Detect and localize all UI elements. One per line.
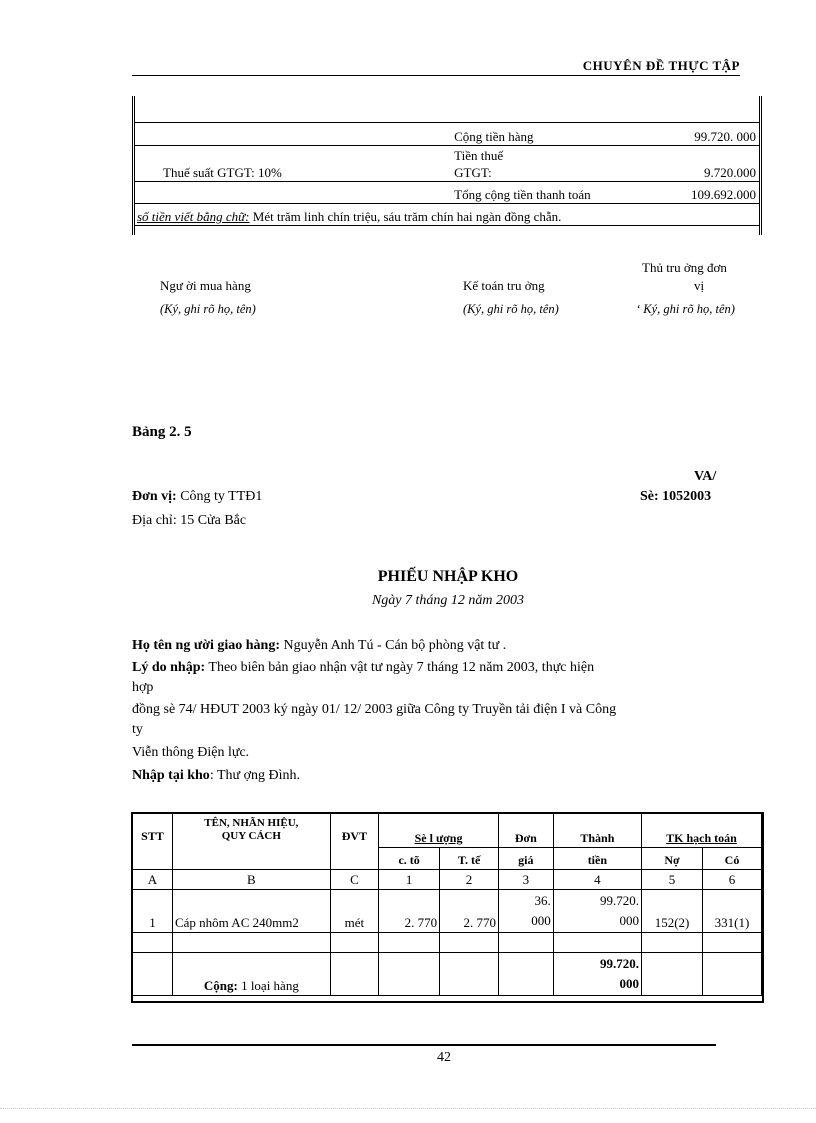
unit-value: Công ty TTĐ1 bbox=[176, 489, 263, 504]
row-debit: 152(2) bbox=[642, 890, 703, 933]
row-amount-line1: 99.720. bbox=[600, 893, 640, 908]
header-qty-doc: c. tõ bbox=[379, 848, 440, 870]
total-row bbox=[133, 953, 762, 996]
code-cell: 5 bbox=[642, 870, 703, 890]
row-price-line1: 36. bbox=[534, 893, 551, 908]
address: Địa chỉ: 15 Cửa Bắc bbox=[132, 513, 247, 528]
header-name-line2: QUY CÁCH bbox=[221, 830, 281, 842]
row-price-line2: 000 bbox=[531, 913, 551, 928]
code-cell: A bbox=[133, 870, 173, 890]
deliverer-value: Nguyễn Anh Tú - Cán bộ phòng vật tư . bbox=[280, 638, 507, 653]
row-name: Cáp nhôm AC 240mm2 bbox=[172, 890, 330, 933]
code-cell: 2 bbox=[440, 870, 499, 890]
table-label: Bảng 2. 5 bbox=[132, 424, 192, 440]
row-stt: 1 bbox=[133, 890, 173, 933]
form-code: VA/ bbox=[694, 469, 717, 484]
amount-in-words-value: Mét trăm linh chín triệu, sáu trăm chín hai ngàn đồng chẵn. bbox=[249, 208, 562, 224]
header-price-line1: Đơn bbox=[499, 813, 554, 848]
subtotal-value: 99.720. 000 bbox=[642, 122, 760, 145]
reason-line3: đồng sè 74/ HĐUT 2003 ký ngày 01/ 12/ 2003 giữa Công ty Truyền tải điện I và Công bbox=[132, 702, 617, 717]
warehouse-label: Nhập tại kho bbox=[132, 768, 210, 783]
page-number: 42 bbox=[437, 1050, 451, 1065]
form-title: PHIẾU NHẬP KHO bbox=[377, 568, 519, 585]
deliverer-label: Họ tên ng ười giao hàng: bbox=[132, 638, 281, 653]
code-cell: 4 bbox=[553, 870, 641, 890]
row-unit: mét bbox=[330, 890, 378, 933]
total-value: 109.692.000 bbox=[642, 181, 760, 203]
head-title-line2: vị bbox=[694, 278, 705, 293]
receipt-table bbox=[132, 812, 762, 996]
row-qty-doc: 2. 770 bbox=[379, 890, 440, 933]
accountant-title: Kế toán tru ởng bbox=[463, 278, 545, 293]
page-edge bbox=[0, 1108, 816, 1109]
code-row bbox=[133, 870, 762, 890]
amount-in-words-label: số tiền viết bằng chữ: bbox=[137, 208, 250, 224]
header-stt: STT bbox=[133, 813, 173, 870]
total-label: Tổng cộng tiền thanh toán bbox=[451, 181, 642, 203]
row-credit: 331(1) bbox=[703, 890, 762, 933]
reason-line5: Viễn thông Điện lực. bbox=[132, 745, 250, 760]
reason-line4: ty bbox=[132, 722, 143, 737]
code-cell: 1 bbox=[379, 870, 440, 890]
warehouse-value: : Thư ợng Đình. bbox=[209, 768, 300, 783]
code-cell: B bbox=[172, 870, 330, 890]
vat-value: 9.720.000 bbox=[642, 145, 760, 181]
code-cell: 6 bbox=[703, 870, 762, 890]
invoice-summary-table bbox=[132, 96, 762, 235]
header-quantity: Sè l ượng bbox=[379, 813, 499, 848]
reason-line1: Theo biên bản giao nhận vật tư ngày 7 tháng 12 năm 2003, thực hiện bbox=[205, 660, 595, 675]
vat-label-line2: GTGT: bbox=[454, 164, 492, 180]
row-amount-line2: 000 bbox=[619, 913, 640, 928]
total-row-value: 1 loại hàng bbox=[237, 978, 299, 993]
header-rule bbox=[132, 75, 740, 76]
head-title-line1: Thủ tru ởng đơn bbox=[642, 260, 727, 275]
header-debit: Nợ bbox=[642, 848, 703, 870]
total-amount-line2: 000 bbox=[619, 976, 640, 991]
row-qty-actual: 2. 770 bbox=[440, 890, 499, 933]
header-unit: ĐVT bbox=[330, 813, 378, 870]
table-row bbox=[133, 890, 762, 933]
header-title: CHUYÊN ĐỀ THỰC TẬP bbox=[582, 58, 740, 73]
head-note: ‘ Ký, ghi rõ họ, tên) bbox=[636, 302, 735, 316]
reason-line2: hợp bbox=[132, 680, 154, 695]
vat-rate-label: Thuế suất GTGT: 10% bbox=[134, 145, 452, 181]
header-price-line2: giá bbox=[499, 848, 554, 870]
header-amount-line2: tiền bbox=[553, 848, 641, 870]
header-name-line1: TÊN, NHÃN HIỆU, bbox=[204, 817, 299, 829]
subtotal-label: Cộng tiền hàng bbox=[454, 128, 534, 144]
header-account: TK hạch toán bbox=[642, 813, 762, 848]
header-credit: Có bbox=[703, 848, 762, 870]
total-amount-line1: 99.720. bbox=[600, 956, 640, 971]
buyer-note: (Ký, ghi rõ họ, tên) bbox=[160, 302, 256, 316]
code-cell: C bbox=[330, 870, 378, 890]
reason-label: Lý do nhập: bbox=[132, 660, 206, 675]
header-qty-actual: T. tế bbox=[440, 848, 499, 870]
buyer-title: Ngư ời mua hàng bbox=[160, 278, 251, 293]
footer-rule bbox=[132, 1044, 716, 1046]
serial-number: Sè: 1052003 bbox=[640, 489, 712, 504]
total-row-label: Cộng: bbox=[203, 978, 238, 993]
code-cell: 3 bbox=[499, 870, 554, 890]
accountant-note: (Ký, ghi rõ họ, tên) bbox=[463, 302, 559, 316]
vat-label-line1: Tiền thuế bbox=[454, 147, 504, 163]
form-date: Ngày 7 tháng 12 năm 2003 bbox=[371, 593, 525, 608]
header-amount-line1: Thành bbox=[553, 813, 641, 848]
unit-label: Đơn vị: bbox=[132, 489, 177, 504]
